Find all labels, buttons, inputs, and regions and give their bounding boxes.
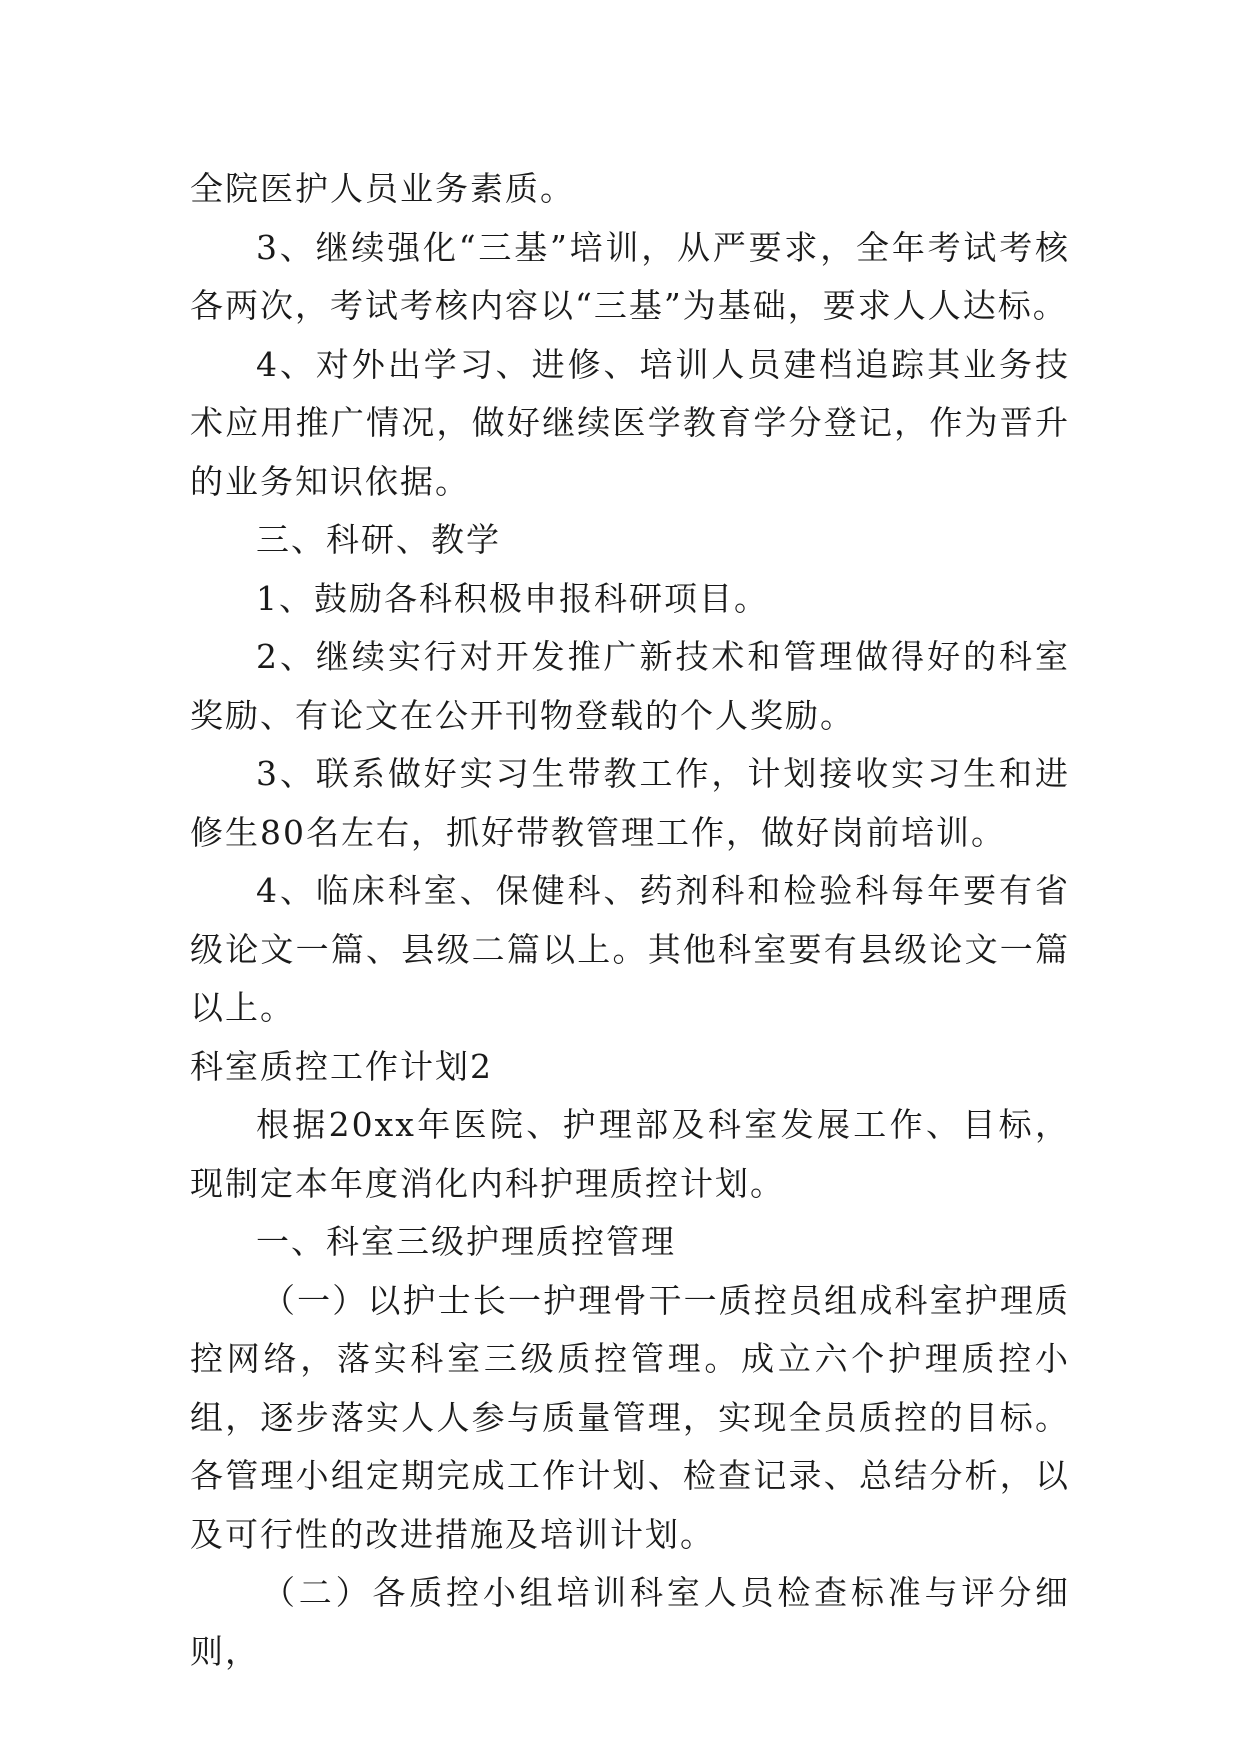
document-body [190,160,1070,1681]
paragraph-item-4-external-study: 4、对外出学习、进修、培训人员建档追踪其业务技术应用推广情况，做好继续医学教育学分登记，作为晋升的业务知识依据。 [190,344,1070,501]
paragraph-sub-1-qc-network: （一）以护士长一护理骨干一质控员组成科室护理质控网络，落实科室三级质控管理。成立六个护理质控小组，逐步落实人人参与质量管理，实现全员质控的目标。各管理小组定期完成工作计划、检查记录、总结分析，以及可行性的改进措施及培训计划。 [190,1280,1070,1554]
paragraph-sub-2-qc-training: （二）各质控小组培训科室人员检查标准与评分细则， [190,1573,1070,1671]
paragraph-item-1-research-projects: 1、鼓励各科积极申报科研项目。 [256,578,769,618]
section-heading-research-teaching: 三、科研、教学 [256,520,501,559]
paragraph-intro: 根据20xx年医院、护理部及科室发展工作、目标，现制定本年度消化内科护理质控计划。 [190,1105,1070,1203]
paragraph-item-3-three-basics: 3、继续强化“三基”培训，从严要求，全年考试考核各两次，考试考核内容以“三基”为基础，要求人人达标。 [190,227,1070,325]
paragraph-item-3-interns: 3、联系做好实习生带教工作，计划接收实习生和进修生80名左右，抓好带教管理工作，做好岗前培训。 [190,754,1070,852]
document-subtitle: 科室质控工作计划2 [190,1046,493,1086]
paragraph-item-2-rewards: 2、继续实行对开发推广新技术和管理做得好的科室奖励、有论文在公开刊物登载的个人奖励。 [190,637,1070,735]
paragraph-item-4-papers: 4、临床科室、保健科、药剂科和检验科每年要有省级论文一篇、县级二篇以上。其他科室要有县级论文一篇以上。 [190,871,1070,1027]
section-heading-three-level-qc: 一、科室三级护理质控管理 [256,1222,676,1261]
paragraph-continuation: 全院医护人员业务素质。 [190,169,575,208]
